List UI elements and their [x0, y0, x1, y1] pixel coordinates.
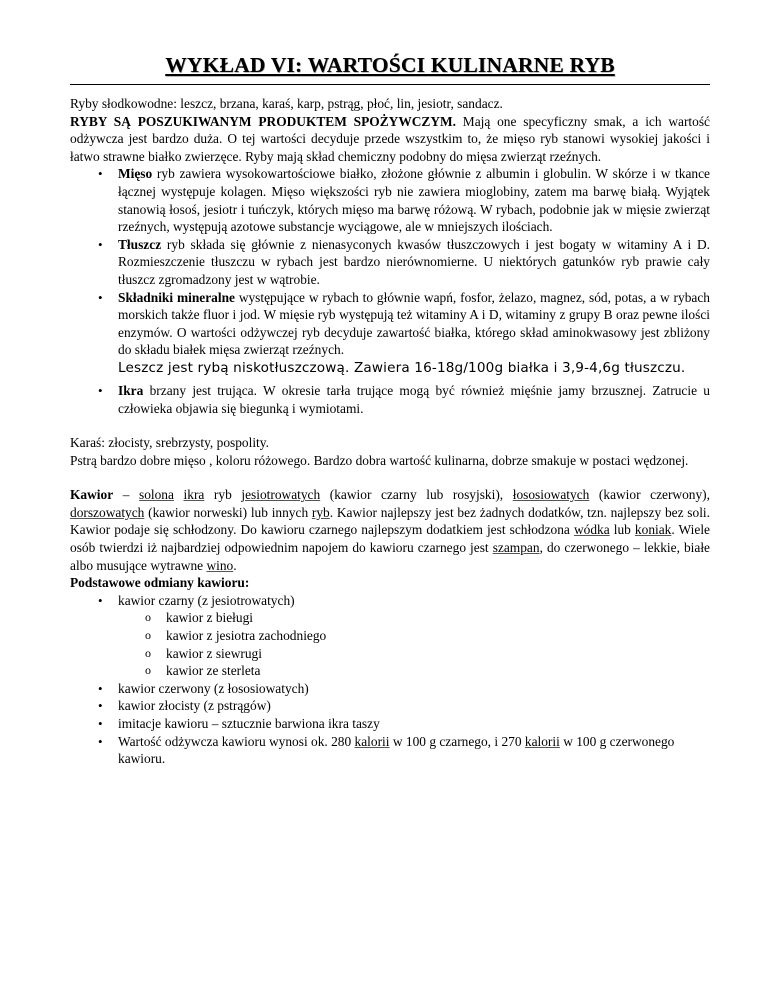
bullet-term: Mięso: [118, 166, 153, 182]
text-run: . Wiele osób twierdzi iż najbardziej odpowiednim napojem do kawioru czarnego jest: [70, 522, 710, 556]
bullet-term: Tłuszcz: [118, 236, 162, 252]
caviar-types-list: [70, 592, 710, 768]
bullet-text: brzany jest trująca. W okresie tarła trujące mogą być również mięśnie jamy brzusznej. Zatrucie u człowieka objawia się biegunką i wymiotami.: [118, 382, 710, 416]
list-item-black-caviar: [70, 592, 710, 680]
list-item-imitation: • imitacje kawioru – sztucznie barwiona ikra taszy: [70, 715, 710, 733]
text-run: (kawior czerwony),: [589, 487, 710, 503]
title-divider: [70, 84, 710, 85]
bullet-minerals: [70, 289, 710, 377]
link-lososiowatych[interactable]: łososiowatych: [512, 487, 590, 503]
text-run: w 100 g czarnego, i 270: [389, 733, 525, 749]
intro-text: Mają one specyficzny smak, a ich wartość odżywcza jest bardzo duża. O tej wartości decyduje przede wszystkim to, że mięso ryb stanowi wysokiej jakości i łatwo strawne białko zwierzęce. Ryby mają skład chemiczny podobny do mięsa zwierząt rzeźnych.: [70, 113, 711, 164]
text-run: .: [233, 557, 237, 573]
list-item: o kawior z bieługi: [118, 609, 710, 627]
link-kalorii[interactable]: kalorii: [354, 733, 390, 749]
bullet-meat: [70, 165, 710, 235]
bream-note: Leszcz jest rybą niskotłuszczową. Zawiera 16-18g/100g białka i 3,9-4,6g tłuszczu.: [118, 359, 686, 376]
text-run: –: [113, 487, 139, 503]
link-wodka[interactable]: wódka: [573, 522, 610, 538]
link-kalorii[interactable]: kalorii: [524, 733, 560, 749]
bullet-roe: [70, 382, 710, 417]
list-item-caviar-value: [70, 733, 710, 768]
document-page: [70, 52, 710, 768]
text-run: Wartość odżywcza kawioru wynosi ok. 280: [118, 733, 355, 749]
text-run: , do czerwonego – lekkie, białe albo musujące wytrawne: [70, 540, 710, 573]
text-run: lub: [609, 522, 635, 538]
text-run: (kawior norweski) lub innych: [144, 504, 312, 520]
link-solona[interactable]: solona: [138, 487, 174, 503]
link-szampan[interactable]: szampan: [492, 540, 540, 556]
link-ikra[interactable]: ikra: [183, 487, 205, 503]
crucian-paragraph: Karaś: złocisty, srebrzysty, pospolity.: [70, 435, 269, 451]
intro-freshwater-fish: Ryby słodkowodne: leszcz, brzana, karaś, karp, pstrąg, płoć, lin, jesiotr, sandacz.: [70, 96, 503, 111]
list-item: o kawior z siewrugi: [118, 645, 710, 663]
list-item-golden-caviar: • kawior złocisty (z pstrągów): [70, 697, 710, 715]
black-caviar-sublist: [118, 609, 710, 679]
intro-paragraph: [70, 113, 710, 166]
text-run: (kawior czarny lub rosyjski),: [320, 487, 513, 503]
link-jesiotrowatych[interactable]: jesiotrowatych: [241, 487, 321, 503]
caviar-paragraph: [70, 486, 710, 574]
list-item-red-caviar: • kawior czerwony (z łososiowatych): [70, 680, 710, 698]
page-title: WYKŁAD VI: WARTOŚCI KULINARNE RYB: [165, 53, 615, 77]
heading-text: Podstawowe odmiany kawioru:: [70, 575, 250, 591]
bullet-term: Składniki mineralne: [118, 289, 235, 305]
spacer: [70, 469, 710, 486]
intro-bold-lead: RYBY SĄ POSZUKIWANYM PRODUKTEM SPOŻYWCZYM.: [70, 113, 456, 129]
bullet-text: ryb składa się głównie z nienasyconych kwasów tłuszczowych i jest bogaty w witaminy A i D. Rozmieszczenie tłuszczu w rybach jest bardzo nierównomierne. U niektórych gatunków ryb prawie cały tłuszcz zgromadzony jest w wątrobie.: [118, 236, 710, 287]
link-ryb[interactable]: ryb: [311, 504, 330, 520]
trout-paragraph: Pstrą bardzo dobre mięso , koloru różowego. Bardzo dobra wartość kulinarna, dobrze smakuje w postaci wędzonej.: [70, 452, 689, 468]
nutrition-bullet-list: [70, 165, 710, 417]
text-run: [174, 487, 184, 502]
text-run: w 100 g czerwonego kawioru.: [118, 733, 675, 767]
link-dorszowatych[interactable]: dorszowatych: [70, 504, 145, 520]
spacer: [70, 417, 710, 434]
text-run: . Kawior najlepszy jest bez żadnych dodatków, tzn. najlepszy bez soli. Kawior podaje się schłodzony. Do kawioru czarnego najlepszym dodatkiem jest schłodzona: [70, 504, 710, 538]
caviar-term: Kawior: [70, 487, 114, 503]
bullet-text: ryb zawiera wysokowartościowe białko, złożone głównie z albumin i globulin. W skórze i w tkance łącznej występuje kolagen. Mięso większości ryb nie zawiera mioglobiny, zatem ma barwę białą. Wyjątek stanowią łosoś, jesiotr i tuńczyk, których mięso ma barwę różową. W rybach, podobnie jak w mięsie zwierząt rzeźnych, występują azotowe substancje wyciągowe, ale w mniejszych ilościach.: [118, 166, 710, 235]
caviar-types-heading: [70, 574, 710, 592]
list-item: o kawior ze sterleta: [118, 662, 710, 680]
link-koniak[interactable]: koniak: [634, 522, 672, 538]
bullet-text: występujące w rybach to głównie wapń, fosfor, żelazo, magnez, sód, potas, a w rybach morskich także fluor i jod. W mięsie ryb występują też witaminy A i D, witaminy z grupy B oraz pewne ilości enzymów. O wartości odżywczej ryb decyduje zawartość białka, którego skład aminokwasowy jest zbliżony do składu białek mięsa zwierząt rzeźnych.: [118, 289, 710, 358]
bullet-fat: [70, 236, 710, 289]
link-wino[interactable]: wino: [206, 557, 234, 573]
text-run: ryb: [204, 487, 242, 503]
item-text: kawior czarny (z jesiotrowatych): [118, 592, 295, 608]
list-item: o kawior z jesiotra zachodniego: [118, 627, 710, 645]
bullet-term: Ikra: [118, 382, 144, 398]
